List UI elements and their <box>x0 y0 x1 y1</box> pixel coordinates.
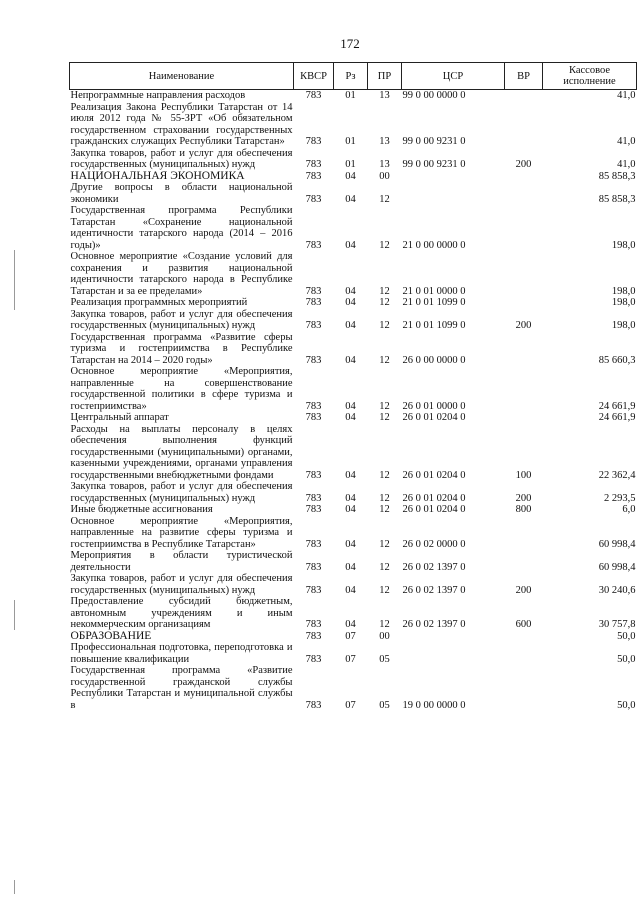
table-row <box>70 90 637 102</box>
cell-kvsr: 783 <box>305 653 322 665</box>
cell-name: Предоставление субсидий бюджетным, автономным учреждениям и иным некоммерческим организациям <box>70 596 293 630</box>
cell-amount: 198,0 <box>611 285 636 297</box>
table-row <box>70 332 637 367</box>
cell-pr: 12 <box>379 285 390 297</box>
cell-name: Государственная программа Республики Татарстан «Сохранение национальной идентичности татарского народа (2014 – 2016 годы)» <box>70 205 293 251</box>
cell-amount: 85 660,3 <box>598 354 636 366</box>
cell-vr <box>505 631 543 643</box>
cell-name: Основное мероприятие «Мероприятия, направленные на развитие сферы туризма и гостеприимства в Республике Татарстан» <box>70 515 293 550</box>
cell-name: Непрограммные направления расходов <box>70 90 246 101</box>
header-kvsr: КВСР <box>294 63 334 90</box>
cell-pr: 12 <box>379 193 390 205</box>
cell-pr: 12 <box>379 584 390 596</box>
cell-csr: 19 0 00 0000 0 <box>402 699 466 711</box>
cell-csr: 26 0 00 0000 0 <box>402 354 466 366</box>
cell-csr: 99 0 00 0000 0 <box>402 90 466 101</box>
cell-name: ОБРАЗОВАНИЕ <box>70 629 152 642</box>
cell-vr: 200 <box>515 159 532 170</box>
table-row <box>70 297 637 309</box>
table-body <box>70 90 637 712</box>
page-number: 172 <box>340 36 360 51</box>
cell-kvsr: 783 <box>305 297 322 308</box>
cell-kvsr: 783 <box>305 630 322 642</box>
cell-vr: 100 <box>515 469 532 481</box>
cell-pr: 05 <box>379 653 390 665</box>
cell-amount: 198,0 <box>611 297 636 308</box>
cell-rz: 04 <box>345 492 356 504</box>
cell-rz: 04 <box>345 469 356 481</box>
cell-vr <box>505 90 543 102</box>
cell-amount: 50,0 <box>617 699 636 711</box>
cell-csr: 21 0 01 0000 0 <box>402 285 466 297</box>
cell-amount: 24 661,9 <box>598 412 636 423</box>
cell-name: Иные бюджетные ассигнования <box>70 504 213 515</box>
cell-amount: 41,0 <box>617 159 636 170</box>
cell-csr: 99 0 00 9231 0 <box>402 136 466 147</box>
cell-vr <box>505 171 543 183</box>
cell-name: Закупка товаров, работ и услуг для обеспечения государственных (муниципальных) нужд <box>70 147 293 170</box>
table-row <box>70 102 637 148</box>
cell-csr: 26 0 01 0204 0 <box>402 469 466 481</box>
cell-kvsr: 783 <box>305 285 322 297</box>
cell-vr <box>505 665 543 711</box>
cell-vr <box>505 550 543 573</box>
cell-kvsr: 783 <box>305 538 322 550</box>
cell-vr: 600 <box>515 619 532 630</box>
cell-vr <box>505 251 543 297</box>
cell-amount: 41,0 <box>617 90 636 101</box>
cell-pr: 00 <box>379 170 390 182</box>
cell-kvsr: 783 <box>305 136 322 147</box>
margin-binding-mark <box>14 250 15 310</box>
cell-vr <box>505 412 543 424</box>
table-row <box>70 366 637 412</box>
cell-vr <box>505 516 543 551</box>
cell-vr <box>505 297 543 309</box>
header-vr: ВР <box>505 63 543 90</box>
cell-kvsr: 783 <box>305 561 322 573</box>
cell-kvsr: 783 <box>305 469 322 481</box>
cell-rz: 04 <box>345 297 356 308</box>
cell-amount: 50,0 <box>617 630 636 642</box>
cell-amount: 60 998,4 <box>598 538 636 550</box>
cell-pr: 12 <box>379 619 390 630</box>
cell-csr <box>402 642 505 665</box>
cell-amount: 41,0 <box>617 136 636 147</box>
cell-vr <box>505 642 543 665</box>
cell-name: Профессиональная подготовка, переподготовка и повышение квалификации <box>70 642 293 665</box>
cell-kvsr: 783 <box>305 193 322 205</box>
cell-rz: 04 <box>345 561 356 573</box>
cell-amount: 198,0 <box>611 239 636 251</box>
table-row <box>70 148 637 171</box>
table-header-row <box>70 63 637 90</box>
cell-kvsr: 783 <box>305 504 322 515</box>
cell-kvsr: 783 <box>305 699 322 711</box>
cell-name: Мероприятия в области туристической деятельности <box>70 550 293 573</box>
cell-pr: 12 <box>379 239 390 251</box>
cell-rz: 07 <box>345 630 356 642</box>
cell-pr: 12 <box>379 412 390 423</box>
cell-rz: 07 <box>345 699 356 711</box>
cell-csr: 26 0 01 0000 0 <box>402 400 466 412</box>
cell-pr: 05 <box>379 699 390 711</box>
table-row <box>70 665 637 711</box>
table-row <box>70 642 637 665</box>
cell-vr: 800 <box>515 504 532 515</box>
cell-name: Основное мероприятие «Мероприятия, направленные на совершенствование государственной политики в сфере туризма и гостеприимства» <box>70 366 293 412</box>
margin-binding-mark <box>14 600 15 630</box>
cell-pr: 12 <box>379 320 390 331</box>
cell-rz: 04 <box>345 412 356 423</box>
cell-name: Реализация программных мероприятий <box>70 297 248 308</box>
cell-name: Другие вопросы в области национальной экономики <box>70 182 293 205</box>
cell-kvsr: 783 <box>305 90 322 101</box>
cell-kvsr: 783 <box>305 619 322 630</box>
cell-amount: 85 858,3 <box>598 193 636 205</box>
margin-binding-mark <box>14 880 15 894</box>
cell-csr: 26 0 02 1397 0 <box>402 561 466 573</box>
cell-amount: 22 362,4 <box>598 469 636 481</box>
cell-rz: 04 <box>345 193 356 205</box>
cell-kvsr: 783 <box>305 584 322 596</box>
table-row <box>70 573 637 596</box>
cell-rz: 04 <box>345 400 356 412</box>
cell-csr: 21 0 00 0000 0 <box>402 239 466 251</box>
cell-kvsr: 783 <box>305 239 322 251</box>
header-name: Наименование <box>70 63 294 90</box>
cell-name: Реализация Закона Республики Татарстан от 14 июля 2012 года № 55-ЗРТ «Об обязательном государственном страховании государственных гражданских служащих Республики Татарстан» <box>70 101 293 147</box>
cell-pr: 13 <box>379 90 390 101</box>
cell-amount: 6,0 <box>622 504 636 515</box>
table-row <box>70 550 637 573</box>
cell-rz: 04 <box>345 239 356 251</box>
cell-kvsr: 783 <box>305 412 322 423</box>
cell-csr <box>402 182 505 205</box>
cell-kvsr: 783 <box>305 159 322 170</box>
cell-pr: 00 <box>379 630 390 642</box>
cell-csr <box>402 171 505 183</box>
cell-csr: 99 0 00 9231 0 <box>402 159 466 170</box>
cell-amount: 85 858,3 <box>598 170 636 182</box>
table-row <box>70 481 637 504</box>
cell-rz: 07 <box>345 653 356 665</box>
cell-pr: 12 <box>379 561 390 573</box>
cell-name: Государственная программа «Развитие государственной гражданской службы Республики Татарстан и муниципальной службы в <box>70 665 293 711</box>
cell-pr: 12 <box>379 504 390 515</box>
cell-vr <box>505 332 543 367</box>
cell-amount: 60 998,4 <box>598 561 636 573</box>
cell-rz: 04 <box>345 619 356 630</box>
table-row <box>70 504 637 516</box>
cell-amount: 30 240,6 <box>598 584 636 596</box>
header-amount: Кассовое исполнение <box>543 63 637 90</box>
cell-kvsr: 783 <box>305 354 322 366</box>
cell-csr: 26 0 02 1397 0 <box>402 584 466 596</box>
cell-vr: 200 <box>515 492 532 504</box>
table-row <box>70 182 637 205</box>
cell-csr: 26 0 01 0204 0 <box>402 412 466 423</box>
cell-kvsr: 783 <box>305 170 322 182</box>
cell-kvsr: 783 <box>305 492 322 504</box>
cell-pr: 12 <box>379 492 390 504</box>
cell-csr: 26 0 02 1397 0 <box>402 619 466 630</box>
cell-vr <box>505 205 543 251</box>
cell-csr: 26 0 01 0204 0 <box>402 492 466 504</box>
cell-csr: 26 0 02 0000 0 <box>402 538 466 550</box>
table-row <box>70 309 637 332</box>
cell-vr <box>505 102 543 148</box>
cell-name: Центральный аппарат <box>70 412 169 423</box>
cell-rz: 04 <box>345 320 356 331</box>
cell-amount: 30 757,8 <box>598 619 636 630</box>
cell-pr: 12 <box>379 297 390 308</box>
cell-kvsr: 783 <box>305 400 322 412</box>
cell-vr <box>505 182 543 205</box>
table-row <box>70 516 637 551</box>
cell-name: Закупка товаров, работ и услуг для обеспечения государственных (муниципальных) нужд <box>70 481 293 504</box>
table-row <box>70 424 637 482</box>
cell-vr <box>505 366 543 412</box>
cell-vr: 200 <box>515 584 532 596</box>
cell-amount: 24 661,9 <box>598 400 636 412</box>
cell-name: Закупка товаров, работ и услуг для обеспечения государственных (муниципальных) нужд <box>70 573 293 596</box>
section-row <box>70 631 637 643</box>
cell-rz: 04 <box>345 504 356 515</box>
cell-name: Государственная программа «Развитие сферы туризма и гостеприимства в Республике Татарстан на 2014 – 2020 годы» <box>70 331 293 366</box>
cell-amount: 2 293,5 <box>604 492 636 504</box>
table-row <box>70 412 637 424</box>
cell-name: Основное мероприятие «Создание условий для сохранения и развития национальной идентичности татарского народа в Республике Татарстан и за ее пределами» <box>70 251 293 297</box>
cell-name: НАЦИОНАЛЬНАЯ ЭКОНОМИКА <box>70 169 245 182</box>
cell-rz: 01 <box>345 136 356 147</box>
cell-amount: 50,0 <box>617 653 636 665</box>
cell-rz: 04 <box>345 354 356 366</box>
header-rz: Рз <box>334 63 368 90</box>
cell-kvsr: 783 <box>305 320 322 331</box>
cell-rz: 04 <box>345 538 356 550</box>
cell-rz: 04 <box>345 285 356 297</box>
header-csr: ЦСР <box>402 63 505 90</box>
budget-table <box>69 62 637 711</box>
cell-name: Расходы на выплаты персоналу в целях обеспечения выполнения функций государственными (муниципальными) органами, казенными учреждениями, органами управления государственными внебюджетными фондами <box>70 423 293 481</box>
cell-csr <box>402 631 505 643</box>
cell-pr: 13 <box>379 136 390 147</box>
cell-csr: 21 0 01 1099 0 <box>402 297 466 308</box>
table-row <box>70 596 637 631</box>
cell-pr: 12 <box>379 354 390 366</box>
table-row <box>70 251 637 297</box>
cell-pr: 12 <box>379 400 390 412</box>
cell-amount: 198,0 <box>611 320 636 331</box>
cell-csr: 21 0 01 1099 0 <box>402 320 466 331</box>
cell-csr: 26 0 01 0204 0 <box>402 504 466 515</box>
cell-pr: 12 <box>379 538 390 550</box>
cell-vr: 200 <box>515 320 532 331</box>
cell-rz: 04 <box>345 170 356 182</box>
section-row <box>70 171 637 183</box>
cell-rz: 01 <box>345 90 356 101</box>
cell-pr: 12 <box>379 469 390 481</box>
cell-pr: 13 <box>379 159 390 170</box>
header-pr: ПР <box>368 63 402 90</box>
cell-rz: 04 <box>345 584 356 596</box>
table-row <box>70 205 637 251</box>
cell-rz: 01 <box>345 159 356 170</box>
cell-name: Закупка товаров, работ и услуг для обеспечения государственных (муниципальных) нужд <box>70 308 293 331</box>
